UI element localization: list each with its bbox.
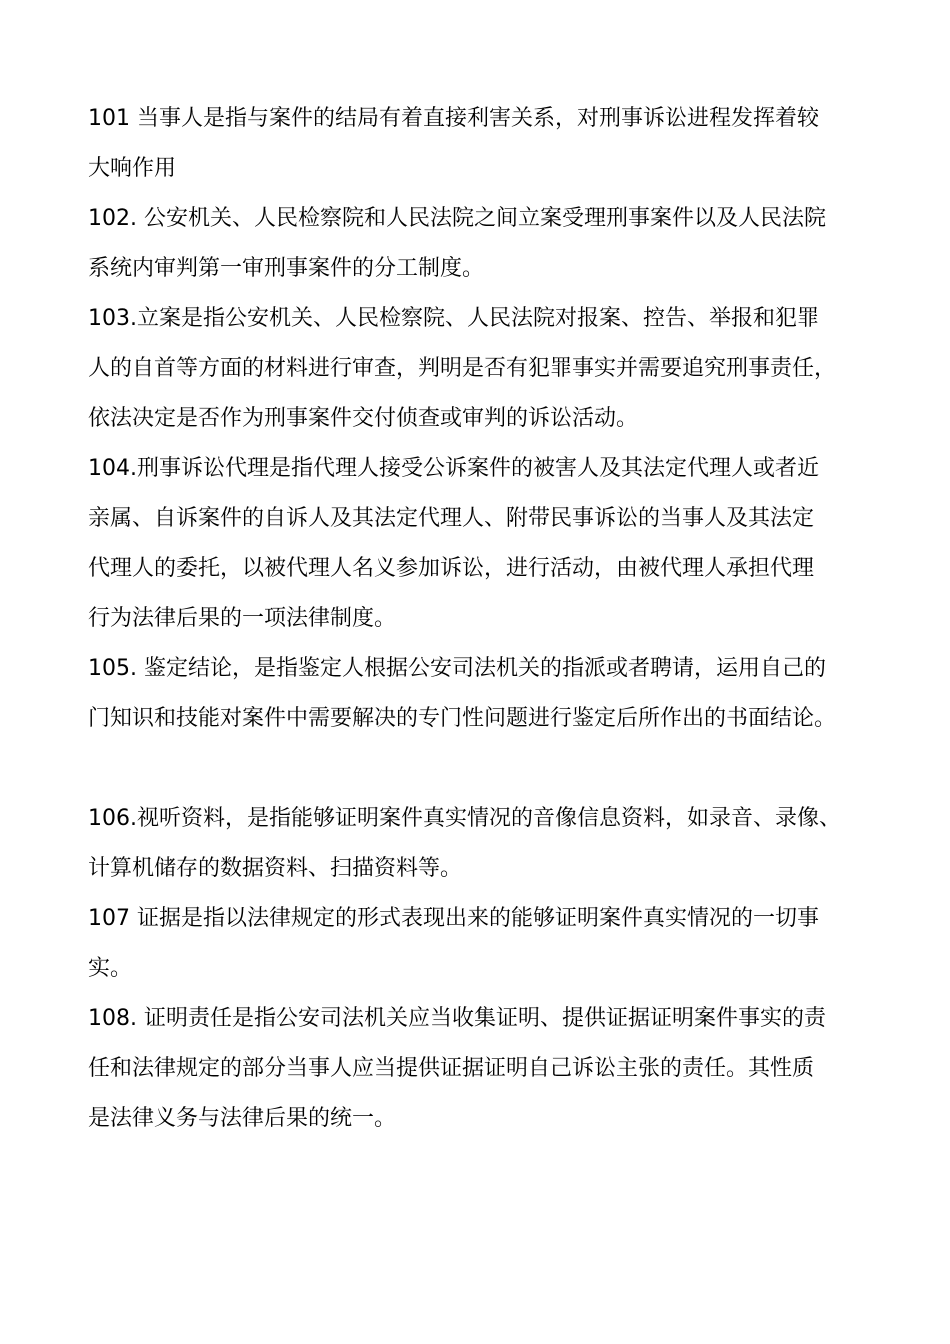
text-line: 大响作用: [88, 156, 177, 181]
text-line: 门知识和技能对案件中需要解决的专门性问题进行鉴定后所作出的书面结论。: [88, 706, 837, 731]
text-line: 是法律义务与法律后果的统一。: [88, 1106, 397, 1131]
text-line: 系统内审判第一审刑事案件的分工制度。: [88, 256, 485, 281]
text-line: 实。: [88, 956, 133, 981]
text-line: 亲属、自诉案件的自诉人及其法定代理人、附带民事诉讼的当事人及其法定: [88, 506, 815, 531]
text-line: 人的自首等方面的材料进行审查，判明是否有犯罪事实并需要追究刑事责任，: [88, 356, 837, 381]
text-line: 依法决定是否作为刑事案件交付侦查或审判的诉讼活动。: [88, 406, 639, 431]
paragraph-107: [88, 894, 848, 994]
text-line: 108. 证明责任是指公安司法机关应当收集证明、提供证据证明案件事实的责: [88, 1006, 826, 1031]
blank-line: [88, 744, 848, 794]
paragraph-103: [88, 294, 848, 444]
text-line: 104.刑事诉讼代理是指代理人接受公诉案件的被害人及其法定代理人或者近: [88, 456, 819, 481]
text-line: 106.视听资料，是指能够证明案件真实情况的音像信息资料，如录音、录像、: [88, 806, 841, 831]
text-line: 101 当事人是指与案件的结局有着直接利害关系，对刑事诉讼进程发挥着较: [88, 106, 819, 131]
paragraph-104: [88, 444, 848, 644]
paragraph-106: [88, 794, 848, 894]
text-line: 103.立案是指公安机关、人民检察院、人民法院对报案、控告、举报和犯罪: [88, 306, 819, 331]
paragraph-108: [88, 994, 848, 1144]
text-line: 107 证据是指以法律规定的形式表现出来的能够证明案件真实情况的一切事: [88, 906, 819, 931]
document-body: [88, 94, 848, 1144]
paragraph-102: [88, 194, 848, 294]
text-line: 代理人的委托，以被代理人名义参加诉讼，进行活动，由被代理人承担代理: [88, 556, 815, 581]
text-line: 任和法律规定的部分当事人应当提供证据证明自己诉讼主张的责任。其性质: [88, 1056, 815, 1081]
paragraph-105: [88, 644, 848, 744]
text-line: 102. 公安机关、人民检察院和人民法院之间立案受理刑事案件以及人民法院: [88, 206, 826, 231]
paragraph-101: [88, 94, 848, 194]
text-line: 计算机储存的数据资料、扫描资料等。: [88, 856, 463, 881]
text-line: 105. 鉴定结论，是指鉴定人根据公安司法机关的指派或者聘请，运用自己的: [88, 656, 826, 681]
text-line: 行为法律后果的一项法律制度。: [88, 606, 397, 631]
